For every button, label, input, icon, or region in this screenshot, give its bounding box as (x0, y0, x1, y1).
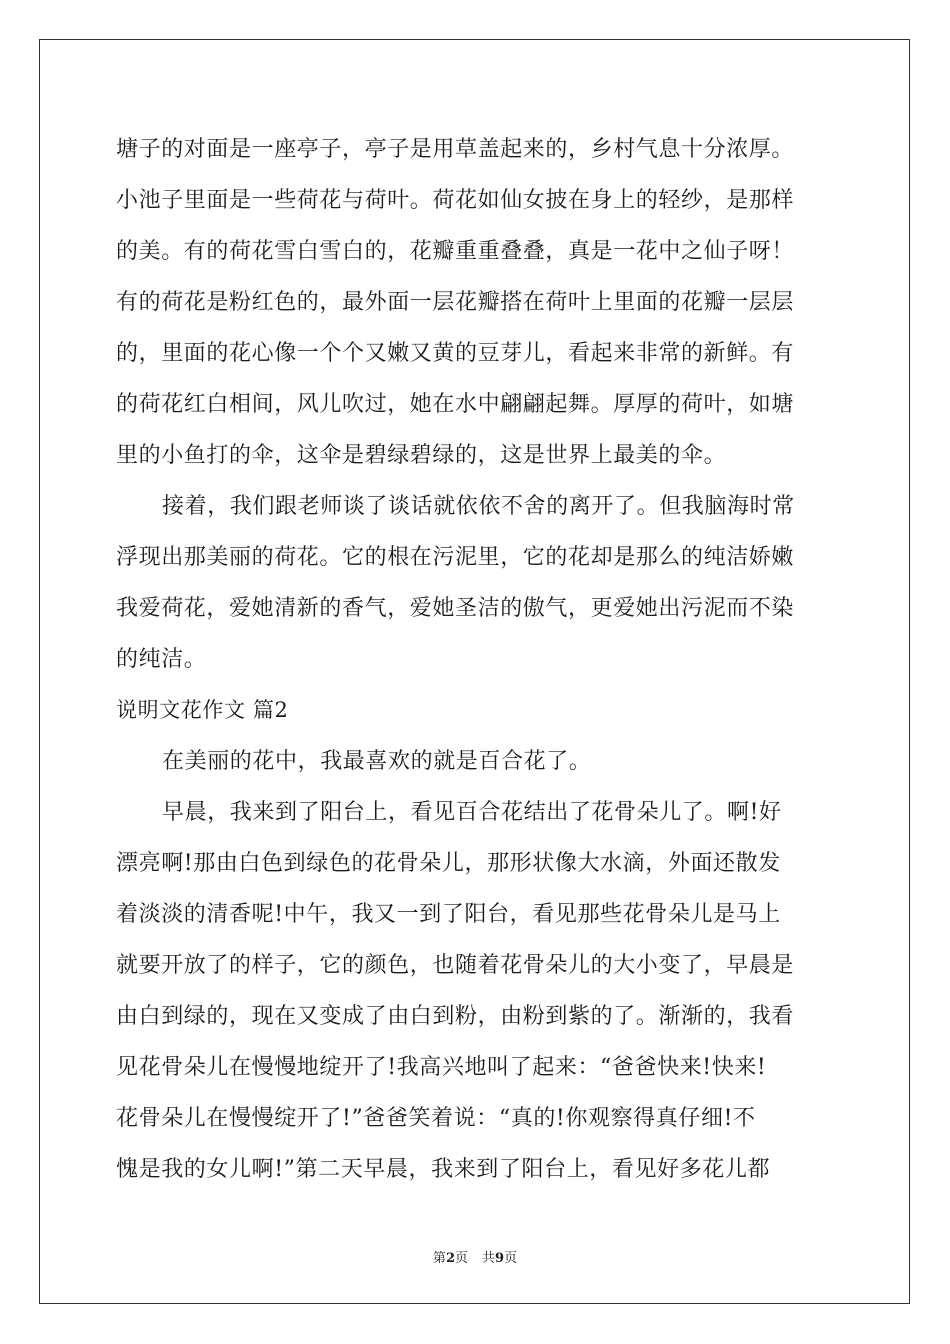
document-body (116, 124, 836, 1195)
text-line: 愧是我的女儿啊!”第二天早晨，我来到了阳台上，看见好多花儿都 (116, 1157, 771, 1182)
page-number: 2 (445, 1251, 455, 1266)
total-suffix: 页 (504, 1251, 518, 1266)
section-heading: 说明文花作文 篇2 (116, 698, 289, 722)
text-line: 的荷花红白相间，风儿吹过，她在水中翩翩起舞。厚厚的荷叶，如塘 (116, 392, 795, 417)
text-line: 花骨朵儿在慢慢绽开了!”爸爸笑着说：“真的!你观察得真仔细!不 (116, 1106, 756, 1131)
paragraph (116, 736, 836, 787)
text-line: 塘子的对面是一座亭子，亭子是用草盖起来的，乡村气息十分浓厚。 (116, 137, 795, 162)
total-prefix: 共 (482, 1251, 496, 1266)
paragraph (116, 124, 836, 481)
text-line: 就要开放了的样子，它的颜色，也随着花骨朵儿的大小变了，早晨是 (116, 953, 795, 978)
page-suffix: 页 (454, 1251, 468, 1266)
text-line: 见花骨朵儿在慢慢地绽开了!我高兴地叫了起来：“爸爸快来!快来! (116, 1055, 767, 1080)
text-line: 浮现出那美丽的荷花。它的根在污泥里，它的花却是那么的纯洁娇嫩 (116, 545, 795, 570)
text-line: 在美丽的花中，我最喜欢的就是百合花了。 (162, 749, 592, 774)
text-line: 的美。有的荷花雪白雪白的，花瓣重重叠叠，真是一花中之仙子呀！ (116, 239, 795, 264)
text-line: 接着，我们跟老师谈了谈话就依依不舍的离开了。但我脑海时常 (162, 494, 795, 519)
total-pages: 9 (495, 1251, 505, 1266)
text-line: 的纯洁。 (116, 647, 207, 672)
page-footer (0, 1247, 950, 1266)
page-prefix: 第 (432, 1251, 446, 1266)
text-line: 的，里面的花心像一个个又嫩又黄的豆芽儿，看起来非常的新鲜。有 (116, 341, 795, 366)
text-line: 漂亮啊!那由白色到绿色的花骨朵儿，那形状像大水滴，外面还散发 (116, 851, 781, 876)
paragraph (116, 481, 836, 685)
text-line: 着淡淡的清香呢!中午，我又一到了阳台，看见那些花骨朵儿是马上 (116, 902, 781, 927)
text-line: 小池子里面是一些荷花与荷叶。荷花如仙女披在身上的轻纱，是那样 (116, 188, 795, 213)
paragraph (116, 787, 836, 1195)
text-line: 由白到绿的，现在又变成了由白到粉，由粉到紫的了。渐渐的，我看 (116, 1004, 795, 1029)
text-line: 有的荷花是粉红色的，最外面一层花瓣搭在荷叶上里面的花瓣一层层 (116, 290, 795, 315)
text-line: 早晨，我来到了阳台上，看见百合花结出了花骨朵儿了。啊!好 (162, 800, 782, 825)
text-line: 里的小鱼打的伞，这伞是碧绿碧绿的，这是世界上最美的伞。 (116, 443, 727, 468)
text-line: 我爱荷花，爱她清新的香气，爱她圣洁的傲气，更爱她出污泥而不染 (116, 596, 795, 621)
